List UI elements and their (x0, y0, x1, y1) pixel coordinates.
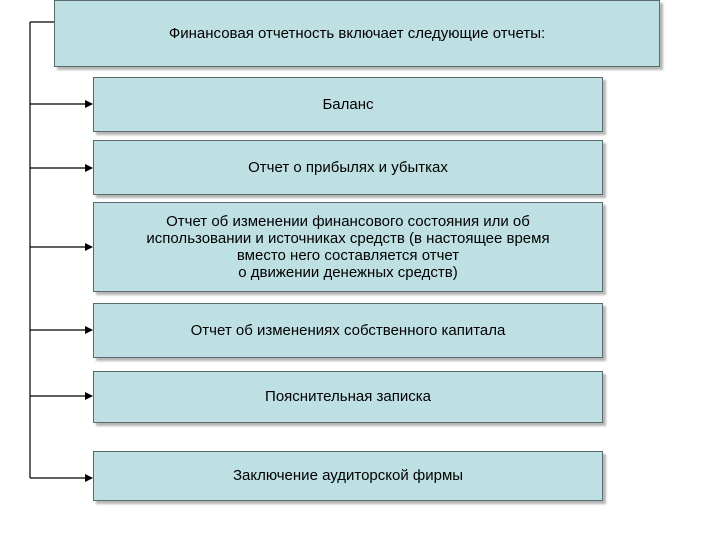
title-text: Финансовая отчетность включает следующие отчеты: (168, 24, 546, 42)
report-label: Заключение аудиторской фирмы (232, 467, 464, 485)
report-box-auditor-report (93, 451, 603, 501)
report-box-income-statement (93, 140, 603, 195)
report-box-balance (93, 77, 603, 132)
title-box (54, 0, 660, 67)
report-box-cash-flow-statement (93, 202, 603, 292)
report-box-explanatory-note (93, 371, 603, 423)
report-label: Отчет о прибылях и убытках (248, 158, 448, 176)
report-label: Пояснительная записка (265, 388, 431, 406)
report-label: Отчет об изменениях собственного капитала (190, 321, 506, 339)
report-box-equity-statement (93, 303, 603, 358)
report-label: Отчет об изменении финансового состояния или об использовании и источниках средств (в настоящее время вместо него составляется отчет о движении денежных средств) (146, 212, 550, 282)
report-label: Баланс (322, 95, 374, 113)
